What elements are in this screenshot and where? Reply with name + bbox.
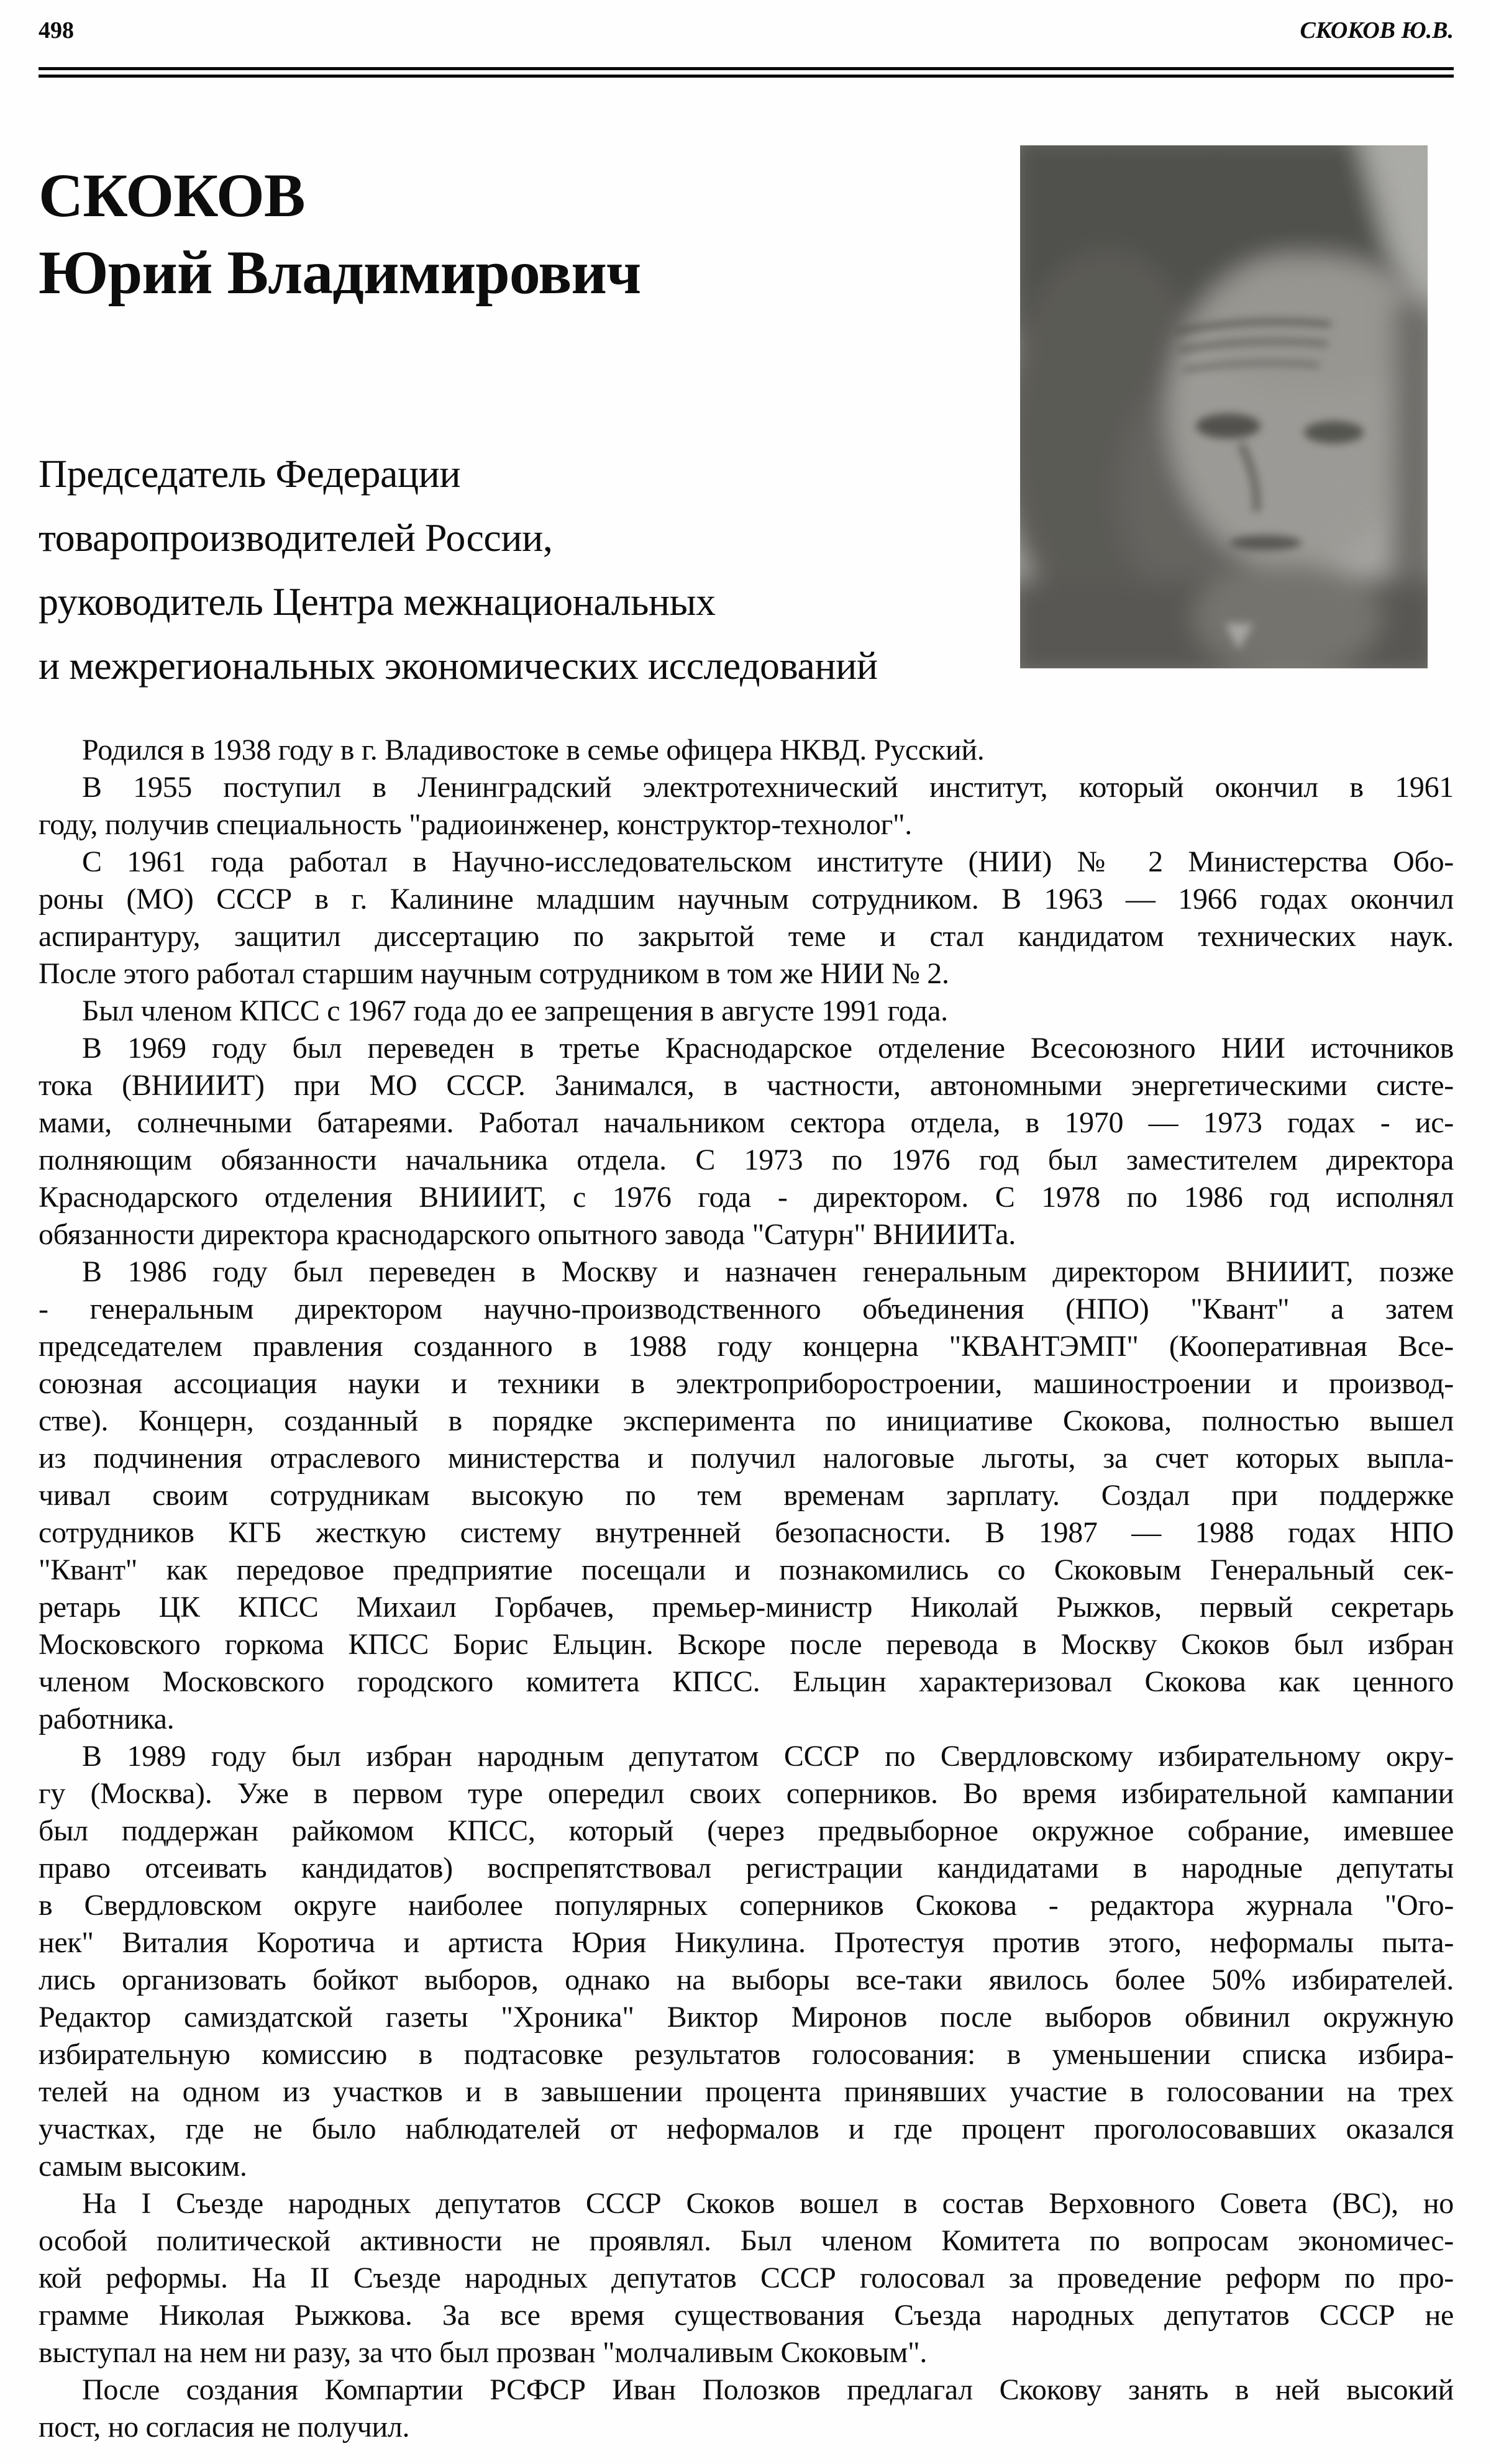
body-line: В 1969 году был переведен в третье Краснодарское отделение Всесоюзного НИИ источников	[82, 1032, 1454, 1065]
body-line: в Свердловском округе наиболее популярных соперников Скокова - редактора журнала "Ого-	[39, 1889, 1454, 1922]
body-line: После этого работал старшим научным сотрудником в том же НИИ № 2.	[39, 957, 949, 990]
body-line: Был членом КПСС с 1967 года до ее запрещения в августе 1991 года.	[82, 994, 948, 1027]
body-line: право отсеивать кандидатов) воспрепятствовал регистрации кандидатами в народные депутаты	[39, 1852, 1454, 1884]
paragraph	[39, 2185, 1454, 2371]
paragraph	[39, 2371, 1454, 2446]
body-line: - генеральным директором научно-производственного объединения (НПО) "Квант" а затем	[39, 1293, 1454, 1325]
body-line: гу (Москва). Уже в первом туре опередил своих соперников. Во время избирательной кампании	[39, 1777, 1454, 1810]
body-line: работника.	[39, 1703, 175, 1735]
body-line: выступал на нем ни разу, за что был прозван "молчаливым Скоковым".	[39, 2336, 928, 2369]
position-line: Председатель Федерации	[39, 452, 461, 496]
body-line: полняющим обязанности начальника отдела. С 1973 по 1976 год был заместителем директора	[39, 1143, 1454, 1176]
body-line: Редактор самиздатской газеты "Хроника" Виктор Миронов после выборов обвинил окружную	[39, 2001, 1454, 2034]
body-line: пост, но согласия не получил.	[39, 2411, 410, 2444]
paragraph	[39, 993, 1454, 1030]
body-line: С 1961 года работал в Научно-исследовательском институте (НИИ) № 2 Министерства Обо-	[82, 845, 1454, 878]
body-line: был поддержан райкомом КПСС, который (через предвыборное окружное собрание, имевшее	[39, 1814, 1454, 1847]
body-line: избирательную комиссию в подтасовке результатов голосования: в уменьшении списка избира-	[39, 2038, 1454, 2071]
body-line: особой политической активности не проявлял. Был членом Комитета по вопросам экономичес-	[39, 2224, 1454, 2257]
position-line: товаропроизводителей России,	[39, 516, 553, 560]
body-line: Московского горкома КПСС Борис Ельцин. Вскоре после перевода в Москву Скоков был избран	[39, 1628, 1454, 1661]
body-line: году, получив специальность "радиоинженер, конструктор-технолог".	[39, 808, 912, 841]
body-line: членом Московского городского комитета КПСС. Ельцин характеризовал Скокова как ценного	[39, 1665, 1454, 1698]
page-number: 498	[39, 17, 74, 43]
body-line: нек" Виталия Коротича и артиста Юрия Никулина. Протестуя против этого, неформалы пыта-	[39, 1926, 1454, 1959]
person-position	[39, 442, 983, 698]
surname-line: СКОКОВ	[39, 161, 305, 230]
body-line: В 1989 году был избран народным депутатом СССР по Свердловскому избирательному окру-	[82, 1740, 1454, 1773]
body-line: ретарь ЦК КПСС Михаил Горбачев, премьер-министр Николай Рыжков, первый секретарь	[39, 1591, 1454, 1624]
header-rule	[39, 67, 1454, 78]
body-line: председателем правления созданного в 1988 году концерна "КВАНТЭМП" (Кооперативная Все-	[39, 1330, 1454, 1363]
paragraph	[39, 1030, 1454, 1253]
paragraph	[39, 732, 1454, 769]
paragraph	[39, 769, 1454, 843]
paragraph	[39, 843, 1454, 993]
position-line: и межрегиональных экономических исследований	[39, 643, 878, 688]
rule-line-top	[39, 67, 1454, 70]
body-line: телей на одном из участков и в завышении процента принявших участие в голосовании на трех	[39, 2075, 1454, 2108]
body-line: Родился в 1938 году в г. Владивостоке в семье офицера НКВД. Русский.	[82, 734, 985, 766]
body-line: участках, где не было наблюдателей от неформалов и где процент проголосовавших оказался	[39, 2112, 1454, 2145]
body-line: После создания Компартии РСФСР Иван Полозков предлагал Скокову занять в ней высокий	[82, 2373, 1454, 2406]
body-line: В 1986 году был переведен в Москву и назначен генеральным директором ВНИИИТ, позже	[82, 1255, 1454, 1288]
paragraph	[39, 1738, 1454, 2185]
body-line: из подчинения отраслевого министерства и получил налоговые льготы, за счет которых выпла-	[39, 1442, 1454, 1475]
body-line: "Квант" как передовое предприятие посещали и познакомились со Скоковым Генеральный сек-	[39, 1553, 1454, 1586]
body-line: роны (МО) СССР в г. Калинине младшим научным сотрудником. В 1963 — 1966 годах окончил	[39, 883, 1454, 916]
biography-text	[39, 732, 1454, 2446]
person-name-title	[39, 157, 983, 311]
rule-line-bottom	[39, 75, 1454, 78]
body-line: грамме Николая Рыжкова. За все время существования Съезда народных депутатов СССР не	[39, 2299, 1454, 2332]
body-line: аспирантуру, защитил диссертацию по закрытой теме и стал кандидатом технических наук.	[39, 920, 1454, 953]
body-line: сотрудников КГБ жесткую систему внутренней безопасности. В 1987 — 1988 годах НПО	[39, 1516, 1454, 1549]
body-line: В 1955 поступил в Ленинградский электротехнический институт, который окончил в 1961	[82, 771, 1454, 804]
page-header	[39, 0, 1454, 46]
body-line: чивал своим сотрудникам высокую по тем временам зарплату. Создал при поддержке	[39, 1479, 1454, 1512]
given-names-line: Юрий Владимирович	[39, 238, 641, 307]
portrait-photo	[1020, 145, 1428, 668]
body-line: самым высоким.	[39, 2150, 247, 2183]
body-line: Краснодарского отделения ВНИИИТ, с 1976 года - директором. С 1978 по 1986 год исполнял	[39, 1181, 1454, 1214]
body-line: На I Съезде народных депутатов СССР Скоков вошел в состав Верховного Совета (ВС), но	[82, 2187, 1454, 2220]
body-line: союзная ассоциация науки и техники в электроприборостроении, машиностроении и производ-	[39, 1367, 1454, 1400]
running-title: СКОКОВ Ю.В.	[1300, 17, 1454, 43]
body-line: кой реформы. На II Съезде народных депутатов СССР голосовал за проведение реформ по про-	[39, 2262, 1454, 2294]
body-line: тока (ВНИИИТ) при МО СССР. Занимался, в частности, автономными энергетическими систе-	[39, 1069, 1454, 1102]
body-line: мами, солнечными батареями. Работал начальником сектора отдела, в 1970 — 1973 годах - ис-	[39, 1106, 1454, 1139]
body-line: стве). Концерн, созданный в порядке эксперимента по инициативе Скокова, полностью вышел	[39, 1404, 1454, 1437]
body-line: лись организовать бойкот выборов, однако на выборы все-таки явилось более 50% избирателей.	[39, 1963, 1454, 1996]
body-line: обязанности директора краснодарского опытного завода "Сатурн" ВНИИИТа.	[39, 1218, 1016, 1251]
position-line: руководитель Центра межнациональных	[39, 580, 716, 624]
paragraph	[39, 1253, 1454, 1738]
